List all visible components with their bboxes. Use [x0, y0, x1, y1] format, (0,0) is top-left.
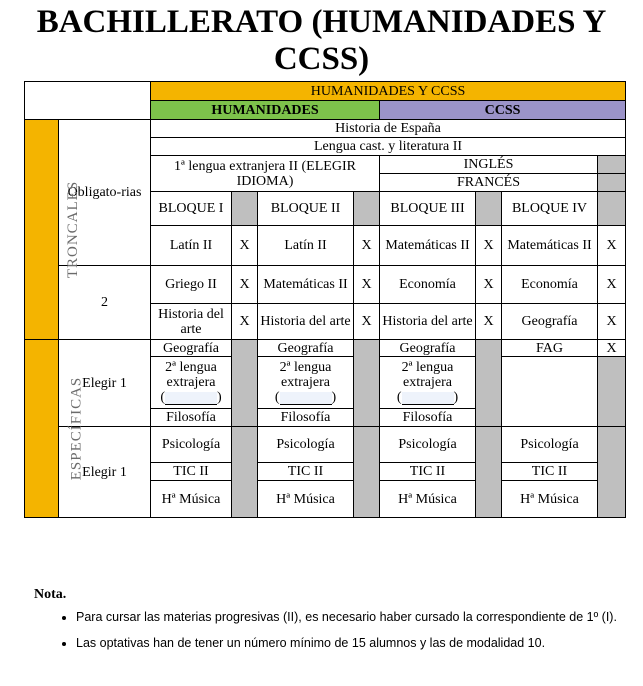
esp2-col-3-check [476, 427, 502, 518]
esp-col-1-check [232, 340, 258, 427]
bloque-4: BLOQUE IV [502, 192, 598, 226]
row-b-subject-4: Geografía [502, 304, 598, 340]
fag-mark: X [598, 340, 626, 357]
segunda-lengua-2: 2ª lengua extrajera ( ) [258, 357, 354, 409]
title-line-2: CCSS) [273, 41, 370, 77]
filosofia-1: Filosofía [151, 409, 232, 427]
page-title [0, 4, 643, 78]
subject-historia-espana: Historia de España [151, 120, 626, 138]
bloque-1-subject: Latín II [151, 226, 232, 266]
bachillerato-table [24, 81, 626, 518]
row-b-mark-3: X [476, 304, 502, 340]
psicologia-2: Psicología [258, 427, 354, 463]
row-a-mark-2: X [354, 266, 380, 304]
bloque-4-mark: X [598, 226, 626, 266]
bloque-1-mark: X [232, 226, 258, 266]
esp-col-2-check [354, 340, 380, 427]
row-b-subject-2: Historia del arte [258, 304, 354, 340]
label-obligatorias: Obligato-rias [59, 120, 151, 266]
bloque-2-check [354, 192, 380, 226]
row-a-subject-2: Matemáticas II [258, 266, 354, 304]
title-line-1: BACHILLERATO (HUMANIDADES Y [36, 4, 607, 40]
musica-1: Hª Música [151, 481, 232, 518]
note-item: • Para cursar las materias progresivas (II), es necesario haber cursado la correspondiente de 1º (I). [76, 607, 624, 627]
bloque-4-subject: Matemáticas II [502, 226, 598, 266]
musica-4: Hª Música [502, 481, 598, 518]
header-humanidades: HUMANIDADES [151, 101, 380, 120]
row-a-mark-1: X [232, 266, 258, 304]
subject-lengua: Lengua cast. y literatura II [151, 138, 626, 156]
row-b-mark-4: X [598, 304, 626, 340]
idioma-blank-2[interactable] [280, 392, 332, 405]
psicologia-1: Psicología [151, 427, 232, 463]
empty-col-4-check [598, 357, 626, 427]
esp-col-3-check [476, 340, 502, 427]
bloque-1-check [232, 192, 258, 226]
note-item: • Las optativas han de tener un número mínimo de 15 alumnos y las de modalidad 10. [76, 633, 624, 653]
idioma-blank-1[interactable] [165, 392, 217, 405]
row-a-subject-4: Economía [502, 266, 598, 304]
label-two: 2 [59, 266, 151, 340]
bloque-4-check [598, 192, 626, 226]
segunda-lengua-1: 2ª lengua extrajera ( ) [151, 357, 232, 409]
group-especificas: ESPECÍFICAS [25, 340, 59, 518]
header-humanidades-ccss: HUMANIDADES Y CCSS [151, 82, 626, 101]
esp2-col-4-check [598, 427, 626, 518]
checkbox-ingles [598, 156, 626, 174]
esp2-col-1-check [232, 427, 258, 518]
row-a-subject-3: Economía [380, 266, 476, 304]
group-troncales: TRONCALES [25, 120, 59, 340]
segunda-lengua-3: 2ª lengua extrajera ( ) [380, 357, 476, 409]
fag: FAG [502, 340, 598, 357]
bloque-1: BLOQUE I [151, 192, 232, 226]
row-b-mark-1: X [232, 304, 258, 340]
notes-title: Nota. [34, 587, 67, 602]
musica-2: Hª Música [258, 481, 354, 518]
label-elegir-2: Elegir 1 [59, 427, 151, 518]
tic-4: TIC II [502, 463, 598, 481]
geografia-3: Geografía [380, 340, 476, 357]
label-elegir-1: Elegir 1 [59, 340, 151, 427]
row-b-subject-1: Historia del arte [151, 304, 232, 340]
geografia-1: Geografía [151, 340, 232, 357]
psicologia-4: Psicología [502, 427, 598, 463]
row-a-mark-3: X [476, 266, 502, 304]
checkbox-frances [598, 174, 626, 192]
filosofia-3: Filosofía [380, 409, 476, 427]
empty-col-4 [502, 357, 598, 427]
row-b-mark-2: X [354, 304, 380, 340]
header-ccss: CCSS [380, 101, 626, 120]
bloque-3-subject: Matemáticas II [380, 226, 476, 266]
tic-1: TIC II [151, 463, 232, 481]
notes-list [34, 607, 624, 653]
bloque-3: BLOQUE III [380, 192, 476, 226]
option-frances: FRANCÉS [380, 174, 598, 192]
subject-lengua-extranjera: 1ª lengua extranjera II (ELEGIR IDIOMA) [151, 156, 380, 192]
musica-3: Hª Música [380, 481, 476, 518]
filosofia-2: Filosofía [258, 409, 354, 427]
tic-3: TIC II [380, 463, 476, 481]
bloque-3-mark: X [476, 226, 502, 266]
geografia-2: Geografía [258, 340, 354, 357]
option-ingles: INGLÉS [380, 156, 598, 174]
idioma-blank-3[interactable] [402, 392, 454, 405]
row-b-subject-3: Historia del arte [380, 304, 476, 340]
bloque-2: BLOQUE II [258, 192, 354, 226]
corner-cell [25, 82, 151, 120]
esp2-col-2-check [354, 427, 380, 518]
bloque-2-subject: Latín II [258, 226, 354, 266]
bloque-3-check [476, 192, 502, 226]
tic-2: TIC II [258, 463, 354, 481]
notes-section [34, 585, 624, 659]
psicologia-3: Psicología [380, 427, 476, 463]
bloque-2-mark: X [354, 226, 380, 266]
row-a-subject-1: Griego II [151, 266, 232, 304]
row-a-mark-4: X [598, 266, 626, 304]
